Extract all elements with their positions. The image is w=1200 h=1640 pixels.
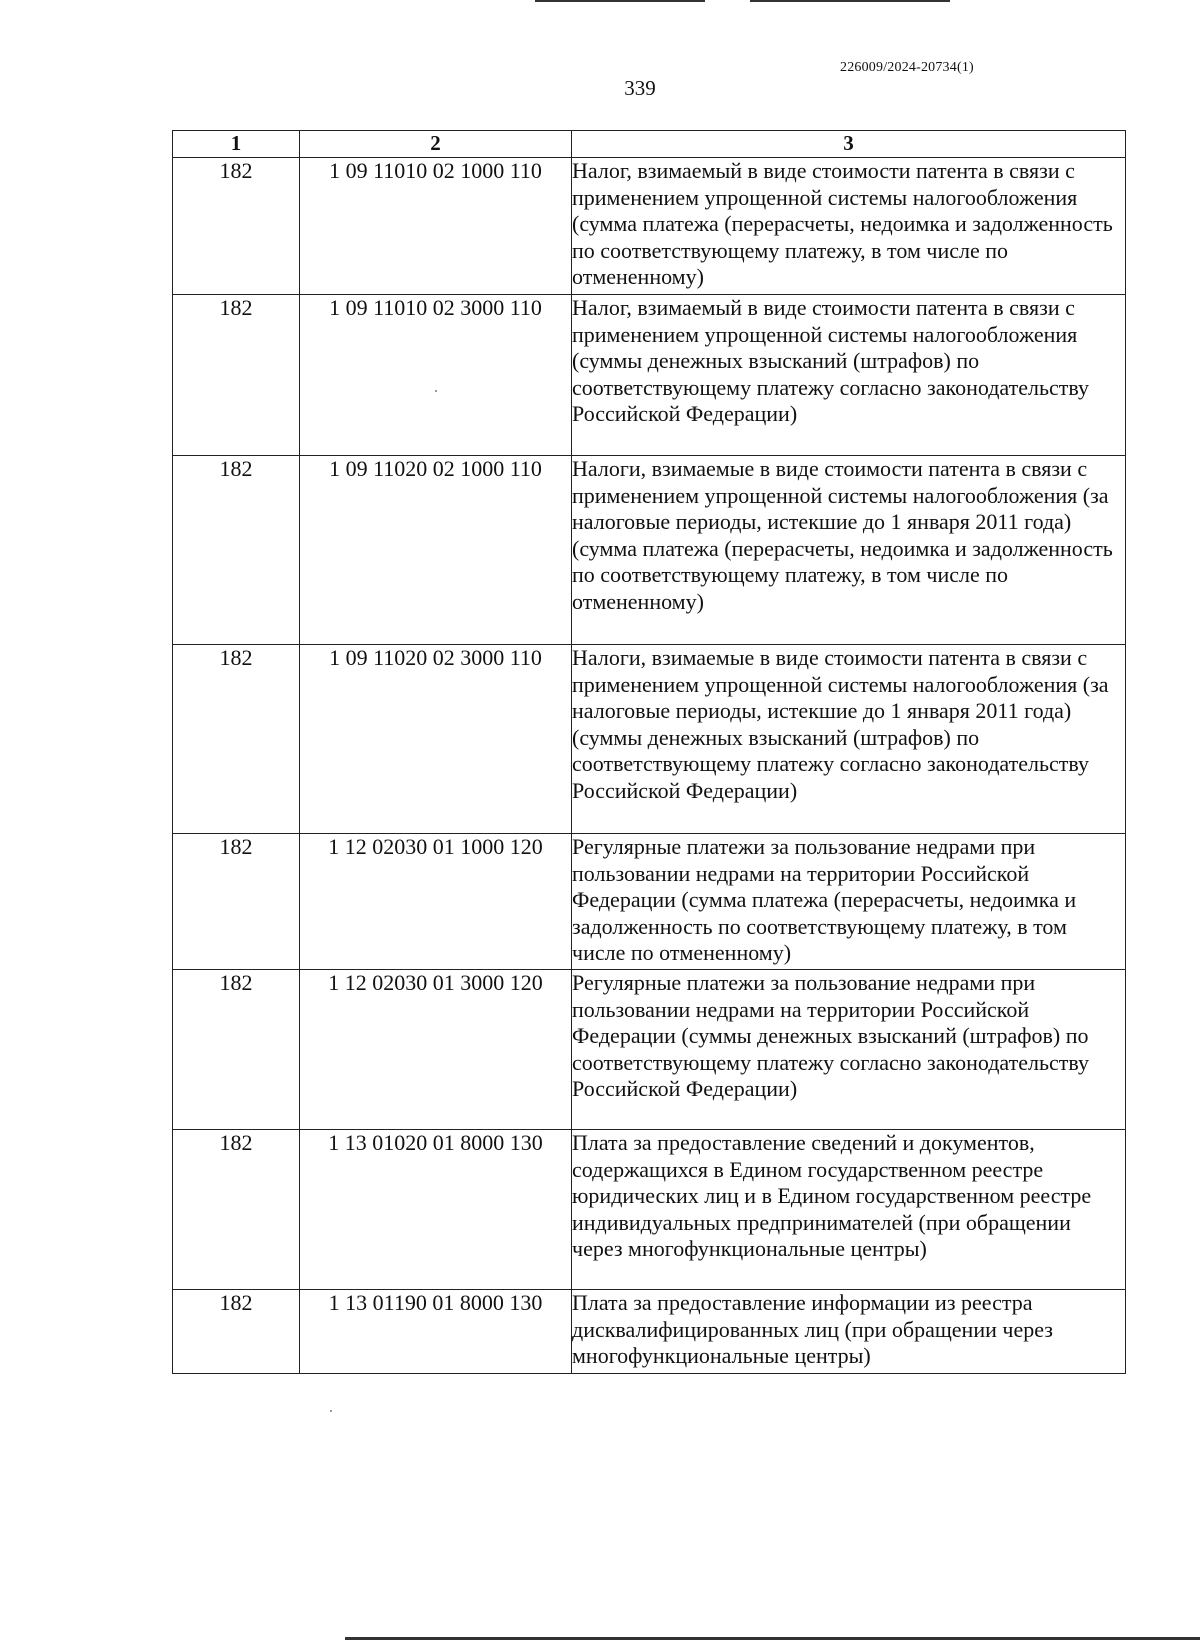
budget-code-cell: 1 09 11010 02 1000 110 [300,158,572,295]
budget-code-cell: 1 09 11020 02 3000 110 [300,645,572,834]
table-row [173,456,1126,645]
scan-artifact-dot [330,1410,332,1412]
admin-code-cell: 182 [173,1130,300,1290]
table-row [173,645,1126,834]
scan-artifact-top-left [535,0,705,2]
column-header-2: 2 [300,131,572,158]
table-row [173,1130,1126,1290]
page-number: 339 [624,76,656,100]
admin-code-cell: 182 [173,295,300,456]
table-row [173,1290,1126,1374]
table-row [173,158,1126,295]
table-header-row [173,131,1126,158]
table-row [173,295,1126,456]
column-header-3: 3 [572,131,1126,158]
admin-code-cell: 182 [173,456,300,645]
table-row [173,834,1126,970]
budget-code-cell: 1 13 01190 01 8000 130 [300,1290,572,1374]
income-name-cell: Регулярные платежи за пользование недрами при пользовании недрами на территории Российской Федерации (сумма платежа (перерасчеты, недоимка и задолженность по соответствующему платежу, в том числе по отмененному) [572,834,1126,970]
scan-artifact-top-right [750,0,950,2]
income-name-cell: Налоги, взимаемые в виде стоимости патента в связи с применением упрощенной системы налогообложения (за налоговые периоды, истекшие до 1 января 2011 года) (сумма платежа (перерасчеты, недоимка и задолженность по соответствующему платежу, в том числе по отмененному) [572,456,1126,645]
document-registration-number: 226009/2024-20734(1) [840,60,974,75]
admin-code-cell: 182 [173,1290,300,1374]
admin-code-cell: 182 [173,834,300,970]
column-header-1: 1 [173,131,300,158]
income-name-cell: Налоги, взимаемые в виде стоимости патента в связи с применением упрощенной системы налогообложения (за налоговые периоды, истекшие до 1 января 2011 года) (суммы денежных взысканий (штрафов) по соответствующему платежу согласно законодательству Российской Федерации) [572,645,1126,834]
admin-code-cell: 182 [173,158,300,295]
table-row [173,970,1126,1130]
budget-code-cell: 1 12 02030 01 3000 120 [300,970,572,1130]
income-name-cell: Плата за предоставление информации из реестра дисквалифицированных лиц (при обращении через многофункциональные центры) [572,1290,1126,1374]
budget-code-cell: 1 12 02030 01 1000 120 [300,834,572,970]
budget-code-cell: 1 09 11020 02 1000 110 [300,456,572,645]
budget-code-cell: 1 13 01020 01 8000 130 [300,1130,572,1290]
budget-code-cell: 1 09 11010 02 3000 110 [300,295,572,456]
income-name-cell: Налог, взимаемый в виде стоимости патента в связи с применением упрощенной системы налогообложения (сумма платежа (перерасчеты, недоимка и задолженность по соответствующему платежу, в том числе по отмененному) [572,158,1126,295]
admin-code-cell: 182 [173,645,300,834]
income-name-cell: Регулярные платежи за пользование недрами при пользовании недрами на территории Российской Федерации (суммы денежных взысканий (штрафов) по соответствующему платежу согласно законодательству Российской Федерации) [572,970,1126,1130]
income-name-cell: Плата за предоставление сведений и документов, содержащихся в Едином государственном реестре юридических лиц и в Едином государственном реестре индивидуальных предпринимателей (при обращении через многофункциональные центры) [572,1130,1126,1290]
budget-classification-table [172,130,1126,1374]
income-name-cell: Налог, взимаемый в виде стоимости патента в связи с применением упрощенной системы налогообложения (суммы денежных взысканий (штрафов) по соответствующему платежу согласно законодательству Российской Федерации) [572,295,1126,456]
admin-code-cell: 182 [173,970,300,1130]
